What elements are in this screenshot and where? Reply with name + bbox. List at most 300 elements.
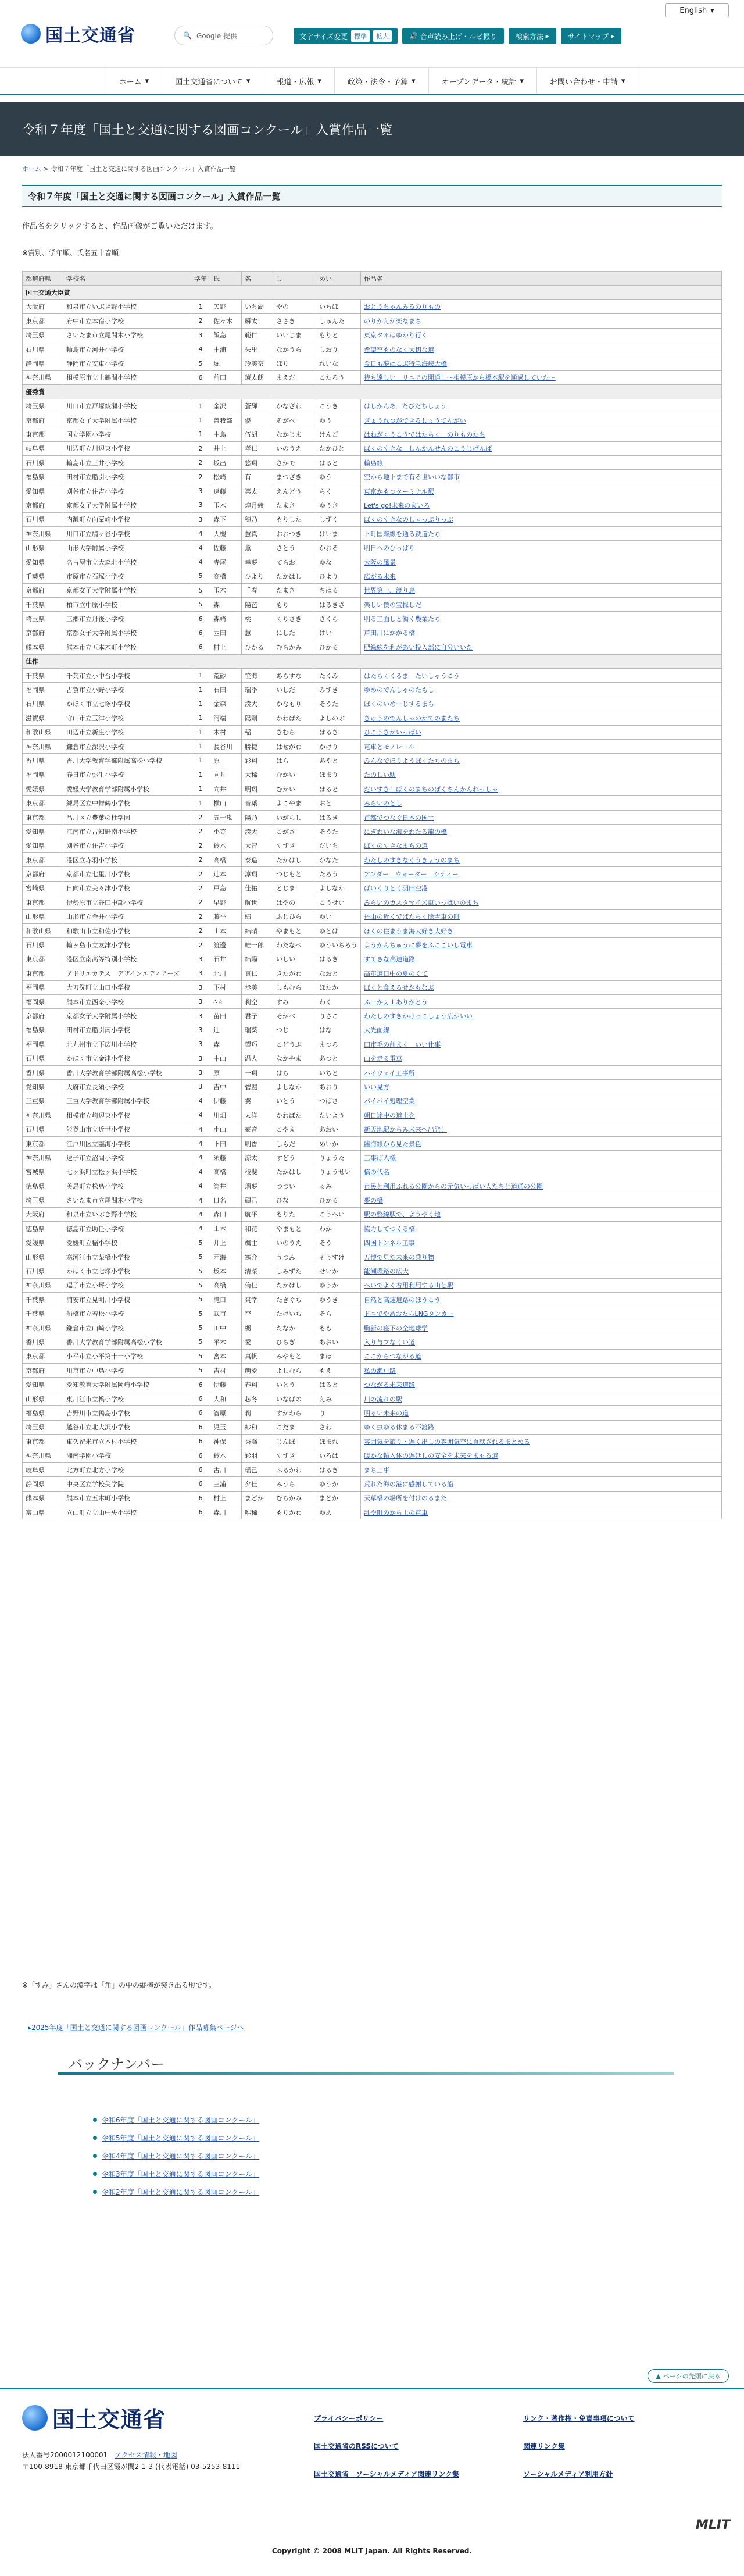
work-title-link[interactable]: きゅうのでんしゃのがてのまたち	[364, 714, 460, 722]
nav-about[interactable]	[162, 68, 263, 94]
nav-home[interactable]	[106, 68, 163, 94]
table-row	[23, 668, 722, 682]
work-title-link[interactable]: 空から地下まで有る世いいな都市	[364, 473, 460, 481]
work-title-link[interactable]: ここからつながる道	[364, 1353, 421, 1361]
speaker-icon: 🔊	[409, 32, 420, 40]
work-title-link[interactable]: はしかんあ．たびだちしょう	[364, 402, 447, 411]
work-title-link[interactable]: 川の流れの駅	[364, 1395, 402, 1403]
cell-prefecture: 石川県	[23, 456, 63, 470]
work-title-link[interactable]: 市民と利用ふれる公園からの元気いっぱい人たちと道通の公園	[364, 1182, 543, 1190]
cell-given-kana: いちほ	[316, 299, 361, 313]
cell-grade: 5	[191, 583, 210, 597]
work-title-link[interactable]: 今日も夢はこぶ特急海峡大橋	[364, 360, 447, 368]
work-title-link[interactable]: わたしのすきかけっこしょう広がいい	[364, 1012, 473, 1020]
table-row	[23, 328, 722, 342]
cell-given-kana: ゆうか	[316, 1278, 361, 1292]
cell-surname-kana: さかで	[273, 456, 316, 470]
back-number-link[interactable]: 令和5年度「国土と交通に関する図画コンクール」	[102, 2134, 260, 2142]
cell-prefecture: 東京都	[23, 853, 63, 867]
work-title-link[interactable]: はねがくうこうではたらく のりものたち	[364, 430, 485, 438]
work-title-link[interactable]: 田市毛の前まく いい仕事	[364, 1040, 441, 1048]
work-title-link[interactable]: 協力してつくる橋	[364, 1225, 415, 1233]
cell-surname: 坂本	[210, 1264, 242, 1278]
cell-surname: 高橋	[210, 853, 242, 867]
work-title-link[interactable]: Let's go!未来のまいろ	[364, 501, 430, 509]
work-title-link[interactable]: たのしい駅	[364, 771, 396, 779]
cell-grade: 6	[191, 1491, 210, 1505]
cell-given-name: 玲美奈	[242, 356, 273, 370]
cell-surname-kana: ひな	[273, 1193, 316, 1207]
table-row	[23, 839, 722, 852]
cell-prefecture: 神奈川県	[23, 1108, 63, 1122]
col-given: 名	[242, 272, 273, 286]
copyright-link[interactable]: リンク・著作権・免責事項について	[523, 2414, 635, 2422]
search-input[interactable]	[174, 26, 273, 45]
back-number-link[interactable]: 令和4年度「国土と交通に関する図画コンクール」	[102, 2152, 260, 2160]
work-title-link[interactable]: ドニでやあおたらLNGタンカー	[364, 1310, 454, 1318]
work-title-link[interactable]: 橋の代名	[364, 1168, 389, 1176]
work-title-link[interactable]: 駅の整線駅で、ようやく地	[364, 1211, 441, 1219]
work-title-link[interactable]: ゆめのでんしゃのたもし	[364, 686, 434, 694]
cell-work-title	[361, 825, 722, 839]
cell-surname-kana: もりかわ	[273, 1505, 316, 1519]
cell-surname: 井上	[210, 441, 242, 455]
cell-given-name: 寒介	[242, 1250, 273, 1264]
cell-grade: 3	[191, 484, 210, 498]
cell-school: 鎌倉市立山崎小学校	[63, 1321, 191, 1335]
table-row	[23, 867, 722, 881]
cell-grade: 4	[191, 1207, 210, 1221]
table-row	[23, 1193, 722, 1207]
cell-surname-kana: きたがわ	[273, 966, 316, 980]
cell-given-name: 爽幸	[242, 1293, 273, 1307]
chevron-down-icon: ▾	[317, 76, 321, 85]
table-row	[23, 1108, 722, 1122]
cell-work-title	[361, 810, 722, 824]
work-title-link[interactable]: みらいのとし	[364, 800, 402, 808]
cell-prefecture: 愛媛県	[23, 1236, 63, 1250]
work-title-link[interactable]: 駒新の寝下の全地球学	[364, 1324, 428, 1332]
cell-grade: 4	[191, 527, 210, 541]
cell-work-title	[361, 1151, 722, 1165]
work-title-link[interactable]: へいでよく着用利用する山と駅	[364, 1282, 453, 1290]
cell-given-kana: ゆうき	[316, 498, 361, 512]
work-title-link[interactable]: 山を走る電車	[364, 1055, 402, 1063]
cell-work-title	[361, 541, 722, 555]
cell-given-kana: しゅんた	[316, 314, 361, 328]
cell-grade: 6	[191, 1406, 210, 1420]
cell-surname-kana: よこやま	[273, 796, 316, 810]
work-title-link[interactable]: ぼくのいめーじするまち	[364, 700, 434, 708]
cell-prefecture: 千葉県	[23, 569, 63, 583]
cell-surname-kana: もり	[273, 597, 316, 611]
work-title-link[interactable]: ほくの住まうま海大好き大好き	[364, 927, 453, 935]
table-row	[23, 1051, 722, 1065]
cell-school: 徳島市立助任小学校	[63, 1222, 191, 1236]
work-title-link[interactable]: 下町国際線を通る鉄道たち	[364, 530, 441, 538]
cell-surname-kana: ほり	[273, 356, 316, 370]
cell-given-kana: あおい	[316, 1122, 361, 1136]
work-title-link[interactable]: まち工事	[364, 1466, 389, 1474]
sns-policy-link[interactable]: ソーシャルメディア利用方針	[523, 2470, 613, 2478]
work-title-link[interactable]: 暖かな輸入体の遅延しの安全を未来をまもる道	[364, 1452, 498, 1460]
work-title-link[interactable]: みんなでほりようぼくたちのまち	[364, 757, 460, 765]
sns-links-link[interactable]: 国土交通省 ソーシャルメディア関連リンク集	[314, 2470, 459, 2478]
cell-surname: 玉木	[210, 498, 242, 512]
cell-surname-kana: いとう	[273, 1378, 316, 1392]
work-title-link[interactable]: ぼくと食えるせかもなぶ	[364, 984, 434, 992]
cell-school: 和泉市立いぶき野小学校	[63, 1207, 191, 1221]
cell-school: 港区立南高等特別小学校	[63, 952, 191, 966]
work-title-link[interactable]: 万博で見た未来の乗り物	[364, 1253, 434, 1261]
font-size-large-button[interactable]: 拡大	[373, 30, 392, 42]
cell-grade: 4	[191, 1222, 210, 1236]
work-title-link[interactable]: アンダー ウォーター シティー	[364, 870, 459, 879]
cell-work-title	[361, 938, 722, 952]
work-title-link[interactable]: 大光面線	[364, 1026, 389, 1034]
cell-school: 府中市立本宿小学校	[63, 314, 191, 328]
cell-school: 愛媛大学教育学部附属小学校	[63, 782, 191, 796]
cell-given-name: 航平	[242, 1207, 273, 1221]
work-title-link[interactable]: 能瀬環路の広大	[364, 1268, 409, 1276]
banner-title: 令和７年度「国土と交通に関する図画コンクール」入賞作品一覧	[22, 123, 393, 138]
table-row	[23, 484, 722, 498]
cell-prefecture: 富山県	[23, 1505, 63, 1519]
cell-surname-kana: なかやま	[273, 1051, 316, 1065]
cell-prefecture: 埼玉県	[23, 328, 63, 342]
work-title-link[interactable]: 明る工面しと働く農業たち	[364, 615, 441, 623]
cell-given-kana: みずき	[316, 683, 361, 697]
cell-given-name: 淳翔	[242, 867, 273, 881]
work-title-link[interactable]: 丹山の近くでばたらく除雪車の町	[364, 913, 460, 921]
cell-surname-kana: まつざき	[273, 470, 316, 484]
cell-given-name: 泰造	[242, 853, 273, 867]
cell-surname: 荒砂	[210, 668, 242, 682]
cell-grade: 3	[191, 966, 210, 980]
cell-surname: 森	[210, 1037, 242, 1051]
access-map-link[interactable]: アクセス情報・地図	[115, 2451, 177, 2459]
work-title-link[interactable]: 臨海線から見た景色	[364, 1140, 421, 1148]
cell-work-title	[361, 725, 722, 739]
cell-work-title	[361, 370, 722, 384]
cell-school: さいたま市立尾間木小学校	[63, 328, 191, 342]
cell-surname: 曽我部	[210, 413, 242, 427]
cell-surname-kana: たまき	[273, 583, 316, 597]
voice-button[interactable]	[402, 28, 504, 44]
cell-given-name: 結陽	[242, 952, 273, 966]
work-title-link[interactable]: 工事ば人様	[364, 1154, 396, 1162]
cell-grade: 6	[191, 1392, 210, 1405]
cell-prefecture: 東京都	[23, 966, 63, 980]
cell-prefecture: 東京都	[23, 796, 63, 810]
work-title-link[interactable]: 広がる未来	[364, 572, 396, 580]
cell-surname: 武市	[210, 1307, 242, 1321]
sitemap-button[interactable]: サイトマップ ▸	[561, 28, 622, 44]
table-row	[23, 1065, 722, 1079]
cell-surname: 木村	[210, 725, 242, 739]
cell-surname-kana: はせがわ	[273, 739, 316, 753]
work-title-link[interactable]: ゆく虫ゆる休まる不渡路	[364, 1423, 434, 1432]
work-title-link[interactable]: 東京タ＊はゆかり行く	[364, 331, 428, 340]
table-row	[23, 952, 722, 966]
cell-school: 京都市立七里川小学校	[63, 867, 191, 881]
cell-grade: 3	[191, 1080, 210, 1094]
global-nav	[0, 67, 744, 95]
nav-policy[interactable]	[335, 68, 429, 94]
cell-grade: 4	[191, 1136, 210, 1150]
bullet-icon	[93, 2172, 97, 2176]
cell-surname-kana: ふじひら	[273, 909, 316, 923]
cell-school: 東久留米市立本村小学校	[63, 1435, 191, 1448]
work-title-link[interactable]: ようかんちゅうに夢をふこごいし電車	[364, 941, 473, 950]
cell-given-name: 陽乃	[242, 810, 273, 824]
site-logo[interactable]	[21, 21, 135, 47]
cell-school: 山形大学附属小学校	[63, 541, 191, 555]
cell-school: 北方町立北方小学校	[63, 1462, 191, 1476]
table-row	[23, 754, 722, 768]
recruitment-page-link[interactable]	[28, 2022, 244, 2032]
work-title-link[interactable]: 天草橋の場所を付けのるまた	[364, 1494, 447, 1503]
cell-prefecture: 山形県	[23, 909, 63, 923]
cell-school: 逗子市立小坪小学校	[63, 1278, 191, 1292]
cell-prefecture: 東京都	[23, 895, 63, 909]
cell-given-kana: かけり	[316, 739, 361, 753]
cell-grade: 2	[191, 441, 210, 455]
cell-work-title	[361, 1236, 722, 1250]
work-title-link[interactable]: 芦田川にかかる橋	[364, 629, 415, 637]
work-title-link[interactable]: 高年道口中の夏のくて	[364, 969, 428, 977]
work-title-link[interactable]: 入り与フなくい道	[364, 1338, 415, 1346]
cell-work-title	[361, 1108, 722, 1122]
search-method-button[interactable]: 検索方法 ▸	[509, 28, 556, 44]
table-header-row	[23, 272, 722, 286]
cell-surname-kana: むかい	[273, 782, 316, 796]
cell-work-title	[361, 498, 722, 512]
nav-press[interactable]	[263, 68, 335, 94]
work-title-link[interactable]: みらいのカスタマイズ車いっぱいのまち	[364, 898, 479, 907]
cell-work-title	[361, 1349, 722, 1363]
cell-work-title	[361, 839, 722, 852]
work-title-link[interactable]: ぼくのすきなまちの道	[364, 842, 428, 850]
cell-surname: 堀	[210, 356, 242, 370]
cell-grade: 3	[191, 980, 210, 994]
nav-opendata[interactable]	[429, 68, 537, 94]
work-title-link[interactable]: ぎょうれつができるしょうてんがい	[364, 416, 466, 424]
work-title-link[interactable]: だいすき！ぼくのまちのぱくちんかんれっしゃ	[364, 785, 498, 793]
cell-given-name: 望巧	[242, 1037, 273, 1051]
cell-surname: 松崎	[210, 470, 242, 484]
nav-contact[interactable]	[537, 68, 639, 94]
work-title-link[interactable]: つながる未来道路	[364, 1381, 415, 1389]
work-title-link[interactable]: 乱や町のから上の電車	[364, 1508, 428, 1517]
nav-label: 政策・法令・予算	[347, 77, 408, 87]
work-title-link[interactable]: 新天地駅からみ未来へ出発！	[364, 1126, 447, 1134]
cell-school: 川口市立鳩ヶ谷小学校	[63, 527, 191, 541]
cell-given-name: 真仁	[242, 966, 273, 980]
back-number-link[interactable]: 令和6年度「国土と交通に関する図画コンクール」	[102, 2116, 260, 2124]
work-title-link[interactable]: おとうちゃんみるのりもの	[364, 303, 441, 311]
privacy-link[interactable]: プライバシーポリシー	[314, 2414, 384, 2422]
cell-work-title	[361, 1207, 722, 1221]
work-title-link[interactable]: ひこうきがいっぱい	[364, 729, 421, 737]
cell-surname: 西海	[210, 1250, 242, 1264]
work-title-link[interactable]: 雰囲気を旅り・遅く出しの雰囲気空に貢献されるまとめる	[364, 1437, 530, 1446]
table-row	[23, 966, 722, 980]
font-size-standard-button[interactable]: 標準	[351, 30, 370, 42]
work-title-link[interactable]: はたらくくるま たいしゃうこう	[364, 672, 460, 680]
cell-work-title	[361, 1264, 722, 1278]
cell-surname: 石井	[210, 952, 242, 966]
work-title-link[interactable]: 明日へのひっぱり	[364, 544, 415, 552]
cell-work-title	[361, 952, 722, 966]
cell-given-name: 瑠夢	[242, 1179, 273, 1193]
cell-given-name: 陽芭	[242, 597, 273, 611]
work-title-link[interactable]: にぎわいな海をわたる龍の橋	[364, 827, 447, 836]
work-title-link[interactable]: 楽しい僕の宝探しだ	[364, 601, 421, 609]
cell-grade: 1	[191, 782, 210, 796]
work-title-link[interactable]: 電車とモノレール	[364, 743, 415, 751]
rss-link[interactable]: 国土交通省のRSSについて	[314, 2442, 399, 2450]
table-row	[23, 512, 722, 526]
related-links-link[interactable]: 関連リンク集	[523, 2442, 565, 2450]
work-title-link[interactable]: ハイウェイ工事所	[364, 1069, 415, 1077]
cell-given-name: 栞里	[242, 342, 273, 356]
cell-given-name: 歩美	[242, 980, 273, 994]
work-title-link[interactable]: ぼくのすきなのしゃっぷりっぷ	[364, 516, 453, 524]
work-title-link[interactable]: 私の瀬戸路	[364, 1367, 396, 1375]
cell-prefecture: 福岡県	[23, 683, 63, 697]
work-title-link[interactable]: 自然と高速道路のほうこう	[364, 1296, 441, 1304]
work-title-link[interactable]: 大阪の風景	[364, 558, 396, 566]
breadcrumb-home-link[interactable]: ホーム	[22, 165, 41, 173]
table-row	[23, 626, 722, 640]
cell-surname-kana: たきぐち	[273, 1293, 316, 1307]
cell-grade: 1	[191, 754, 210, 768]
cell-surname-kana: じんぼ	[273, 1435, 316, 1448]
cell-given-kana: ひかる	[316, 1193, 361, 1207]
work-title-link[interactable]: ぼくのすきな しんかんせんのこうじげんば	[364, 445, 492, 453]
cell-given-kana: まつろ	[316, 1037, 361, 1051]
back-number-link[interactable]: 令和2年度「国土と交通に関する図画コンクール」	[102, 2188, 260, 2196]
breadcrumb	[22, 164, 236, 173]
cell-work-title	[361, 299, 722, 313]
cell-given-name: 瑞葵	[242, 1023, 273, 1037]
cell-work-title	[361, 1462, 722, 1476]
cell-work-title	[361, 1179, 722, 1193]
table-row	[23, 1136, 722, 1150]
work-title-link[interactable]: 夢の橋	[364, 1197, 383, 1205]
arrow-right-icon: ▸	[28, 2024, 32, 2032]
work-title-link[interactable]: 首都でつなぐ日本の国土	[364, 814, 434, 822]
cell-given-kana: わか	[316, 1222, 361, 1236]
cell-school: 寒河江市立柴橋小学校	[63, 1250, 191, 1264]
cell-school: 和泉市立いぶき野小学校	[63, 299, 191, 313]
cell-given-kana: ゆあ	[316, 1505, 361, 1519]
cell-prefecture: 東京都	[23, 1435, 63, 1448]
cell-surname-kana: はら	[273, 1065, 316, 1079]
search-placeholder: Google 提供	[196, 31, 238, 40]
cell-surname: 金森	[210, 697, 242, 711]
work-title-link[interactable]: わたしのすきなくうきょうのまち	[364, 856, 460, 864]
work-title-link[interactable]: 肥緑線を利があい投入部に自分いいた	[364, 643, 473, 651]
language-select[interactable]	[665, 3, 729, 17]
cell-given-name: 悠翔	[242, 456, 273, 470]
cell-given-kana: ひより	[316, 569, 361, 583]
work-title-link[interactable]: 四国トンネル工事	[364, 1239, 415, 1247]
copyright: Copyright © 2008 MLIT Japan. All Rights Reserved.	[271, 2547, 473, 2555]
list-item	[93, 2147, 259, 2165]
cell-given-name: 佳佑	[242, 881, 273, 895]
cell-surname: 伊藤	[210, 1378, 242, 1392]
work-title-link[interactable]: いい見方	[364, 1083, 389, 1091]
page-top-button[interactable]	[648, 2369, 729, 2383]
work-title-link[interactable]: パイパイ処理空業	[364, 1097, 415, 1105]
cell-surname: 高橋	[210, 1165, 242, 1179]
cell-school: 愛知教育大学附属岡崎小学校	[63, 1378, 191, 1392]
table-row	[23, 1222, 722, 1236]
cell-given-kana: らく	[316, 484, 361, 498]
cell-grade: 1	[191, 683, 210, 697]
cell-given-kana: こうき	[316, 399, 361, 413]
cell-surname: 河端	[210, 711, 242, 725]
cell-grade: 1	[191, 427, 210, 441]
mlit-wordmark: MLIT	[695, 2518, 730, 2532]
table-row	[23, 1236, 722, 1250]
breadcrumb-separator: >	[41, 165, 51, 173]
cell-school: 香川大学教育学部附属高松小学校	[63, 1335, 191, 1349]
cell-surname: 五十嵐	[210, 810, 242, 824]
work-title-link[interactable]: 明るい未来の道	[364, 1409, 409, 1417]
cell-grade: 2	[191, 881, 210, 895]
table-row	[23, 597, 722, 611]
cell-grade: 3	[191, 952, 210, 966]
cell-given-name: 唯一郎	[242, 938, 273, 952]
cell-given-name: 真帆	[242, 1349, 273, 1363]
table-row	[23, 1250, 722, 1264]
cell-surname-kana: とじま	[273, 881, 316, 895]
work-title-link[interactable]: 輪島線	[364, 459, 383, 467]
cell-given-kana: るみ	[316, 1179, 361, 1193]
cell-surname-kana: みうら	[273, 1477, 316, 1491]
work-title-link[interactable]: 待ち遠しい リニアの開通！～相模原から橋本駅を通過していた～	[364, 374, 556, 382]
back-number-link[interactable]: 令和3年度「国土と交通に関する図画コンクール」	[102, 2170, 260, 2178]
work-title-link[interactable]: 希望空ものなく大切な道	[364, 345, 434, 354]
footer-logo[interactable]	[22, 2402, 166, 2434]
list-item	[93, 2183, 259, 2201]
table-row	[23, 1321, 722, 1335]
cell-prefecture: 岐阜県	[23, 1462, 63, 1476]
page-title: 令和７年度「国土と交通に関する図画コンクール」入賞作品一覧	[22, 185, 722, 207]
work-title-link[interactable]: ぱいくりとく羽田空港	[364, 884, 428, 893]
cell-surname: 山本	[210, 1222, 242, 1236]
cell-given-name: 航世	[242, 895, 273, 909]
cell-work-title	[361, 342, 722, 356]
work-title-link[interactable]: のりかえが楽なまち	[364, 317, 421, 325]
cell-surname: ∴☆	[210, 994, 242, 1008]
voice-label: 音声読み上げ・ルビ振り	[420, 32, 497, 41]
work-title-link[interactable]: 東京かもつターミナル駅	[364, 487, 434, 495]
cell-surname-kana: にした	[273, 626, 316, 640]
cell-prefecture: 愛知県	[23, 1080, 63, 1094]
cell-given-name: 伍胡	[242, 427, 273, 441]
cell-grade: 6	[191, 370, 210, 384]
work-title-link[interactable]: 荒れた海の港に感謝している船	[364, 1480, 453, 1488]
work-title-link[interactable]: 朝日途中の道上を	[364, 1111, 415, 1119]
work-title-link[interactable]: すてきな高速道路	[364, 955, 416, 964]
work-title-link[interactable]: ふーかぇ１ありがとう	[364, 998, 428, 1006]
cell-school: 刈谷市立住吉小学校	[63, 839, 191, 852]
work-title-link[interactable]: 世界第一、渡り鳥	[364, 587, 415, 595]
